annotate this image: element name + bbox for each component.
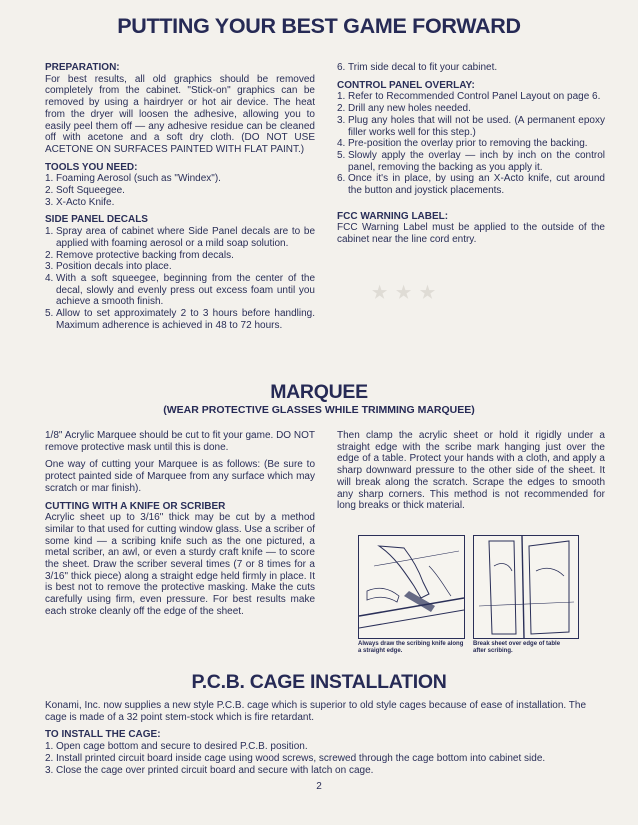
cutting-text: Acrylic sheet up to 3/16" thick may be cut by a method similar to that used for cutting window glass. Use a scriber of some kind — a scribing knife such as the one pictured, a metal scriber, an awl, or even a sturdy craft knife — to score the sheet. Draw the scriber several times (7 or 8 times for a 3/16" thick piece) along a straight edge held firmly in place. It is best not to remove the protective masking. Make the cuts carefully using firm, even pressure. For best results make each stroke cleanly off the edge of the sheet. bbox=[45, 512, 315, 617]
pcb-text: Konami, Inc. now supplies a new style P.C.B. cage which is superior to old style cages because of ease of installation. The cage is made of a 32 point stem-stock which is fire retardant. bbox=[45, 700, 587, 723]
preparation-text: For best results, all old graphics should be removed completely from the cabinet. "Stick-on" graphics can be removed by using a hairdryer or hot air device. The heat from the dryer will loosen the adhesive, allowing you to easily peel them off — any adhesive residue can be cleaned off with acetone and a soft dry cloth. (DO NOT USE ACETONE ON SURFACES PAINTED WITH FLAT PAINT.) bbox=[45, 73, 315, 155]
side-panel-list-continued bbox=[337, 62, 605, 74]
marquee-para-2: One way of cutting your Marquee is as follows: (Be sure to protect painted side of Marquee from any surface which may scratch or mar finish). bbox=[45, 459, 315, 494]
pcb-section bbox=[45, 700, 610, 776]
break-sheet-caption: Break sheet over edge of table after scribing. bbox=[473, 641, 561, 654]
list-item: 2. Install printed circuit board inside cage using wood screws, screwed through the cage bottom into cabinet side. bbox=[45, 752, 546, 764]
marquee-left-column bbox=[45, 430, 315, 618]
list-item: 4. Pre-position the overlay prior to removing the backing. bbox=[337, 138, 588, 150]
bleed-through-decoration: ★ ★ ★ bbox=[372, 283, 438, 302]
page-title: PUTTING YOUR BEST GAME FORWARD bbox=[117, 14, 521, 38]
scribing-illustration bbox=[358, 535, 465, 639]
right-column-top bbox=[337, 62, 605, 246]
left-column-top bbox=[45, 62, 315, 331]
tools-heading: TOOLS YOU NEED: bbox=[45, 161, 138, 173]
preparation-heading: PREPARATION: bbox=[45, 62, 120, 73]
list-item: 4. With a soft squeegee, beginning from the center of the decal, slowly and evenly press out excess foam until you achieve a smooth finish. bbox=[45, 272, 315, 308]
list-item: 3. Position decals into place. bbox=[45, 261, 172, 273]
page-number: 2 bbox=[316, 781, 322, 792]
list-item: 1. Foaming Aerosol (such as "Windex"). bbox=[45, 173, 221, 185]
fcc-heading: FCC WARNING LABEL: bbox=[337, 210, 449, 222]
break-sheet-drawing bbox=[474, 536, 578, 638]
fcc-text: FCC Warning Label must be applied to the outside of the cabinet near the line cord entry. bbox=[337, 222, 605, 246]
side-panel-heading: SIDE PANEL DECALS bbox=[45, 214, 148, 226]
cutting-heading: CUTTING WITH A KNIFE OR SCRIBER bbox=[45, 500, 226, 512]
list-item: 5. Slowly apply the overlay — inch by inch on the control panel, removing the backing as you apply it. bbox=[337, 149, 605, 173]
marquee-right-text: Then clamp the acrylic sheet or hold it rigidly under a straight edge with the scribe mark hanging just over the edge of a table. Protect your hands with a cloth, and apply a sharp downward pressure to the other side of the sheet. It will break along the scratch. Scrape the edges to smooth any sharp corners. This method is not recommended for long breaks or thick material. bbox=[337, 430, 605, 512]
list-item: 5. Allow to set approximately 2 to 3 hours before handling. Maximum adherence is achieved in 48 to 72 hours. bbox=[45, 308, 315, 331]
side-panel-list bbox=[45, 226, 315, 331]
break-sheet-illustration bbox=[473, 535, 579, 639]
list-item: 3. X-Acto Knife. bbox=[45, 196, 115, 208]
tools-list bbox=[45, 173, 315, 208]
install-heading: TO INSTALL THE CAGE: bbox=[45, 729, 161, 741]
marquee-right-column bbox=[337, 430, 605, 512]
install-list bbox=[45, 741, 610, 776]
scribing-caption: Always draw the scribing knife along a straight edge. bbox=[358, 641, 464, 654]
list-item: 1. Spray area of cabinet where Side Panel decals are to be applied with foaming aerosol or a mild soap solution. bbox=[45, 226, 315, 249]
control-panel-list bbox=[337, 91, 605, 196]
list-item: 3. Plug any holes that will not be used. (A permanent epoxy filler works well for this step.) bbox=[337, 114, 605, 138]
scribing-drawing bbox=[359, 536, 464, 638]
list-item: 6. Trim side decal to fit your cabinet. bbox=[337, 62, 498, 73]
list-item: 2. Soft Squeegee. bbox=[45, 185, 125, 197]
control-panel-heading: CONTROL PANEL OVERLAY: bbox=[337, 79, 475, 91]
list-item: 6. Once it's in place, by using an X-Acto knife, cut around the button and joystick placements. bbox=[337, 173, 605, 197]
list-item: 1. Open cage bottom and secure to desired P.C.B. position. bbox=[45, 741, 308, 753]
list-item: 2. Remove protective backing from decals. bbox=[45, 249, 234, 261]
marquee-title: MARQUEE bbox=[270, 381, 368, 403]
list-item: 3. Close the cage over printed circuit board and secure with latch on cage. bbox=[45, 764, 374, 776]
pcb-title: P.C.B. CAGE INSTALLATION bbox=[191, 671, 447, 693]
marquee-para-1: 1/8" Acrylic Marquee should be cut to fit your game. DO NOT remove protective mask until this is done. bbox=[45, 430, 315, 453]
marquee-subtitle: (WEAR PROTECTIVE GLASSES WHILE TRIMMING MARQUEE) bbox=[163, 404, 475, 416]
list-item: 1. Refer to Recommended Control Panel Layout on page 6. bbox=[337, 91, 601, 103]
list-item: 2. Drill any new holes needed. bbox=[337, 103, 471, 115]
